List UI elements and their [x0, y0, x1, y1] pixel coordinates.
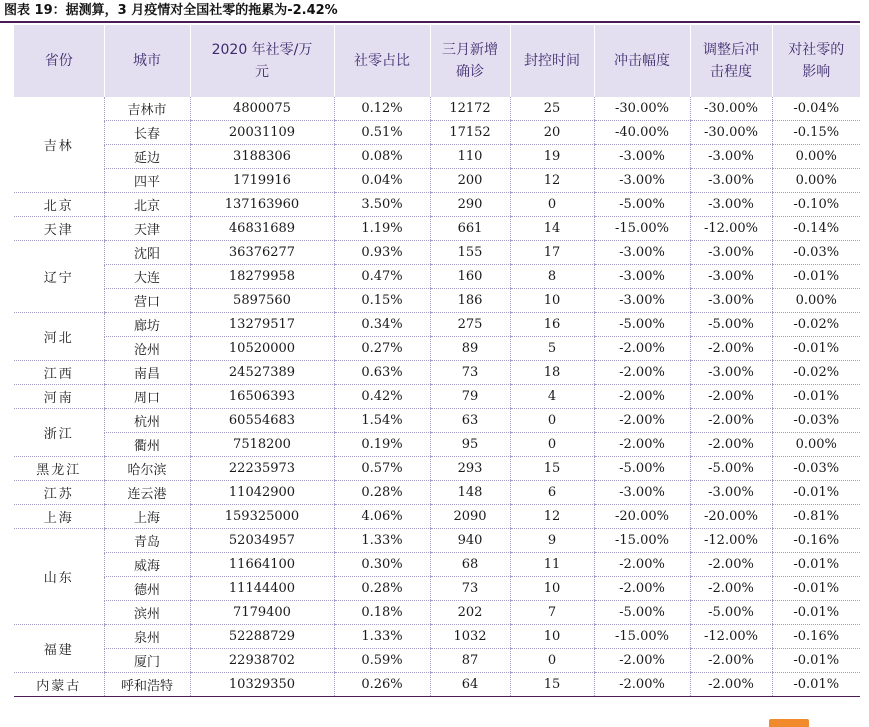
retail-share-cell: 0.57%	[334, 457, 430, 481]
impact-cell: -0.04%	[772, 97, 860, 121]
lockdown-days-cell: 20	[510, 121, 594, 145]
lockdown-days-cell: 9	[510, 529, 594, 553]
new-cases-cell: 73	[430, 577, 510, 601]
table-row	[14, 97, 860, 121]
city-cell: 四平	[104, 169, 190, 193]
impact-cell: -0.14%	[772, 217, 860, 241]
province-cell: 江苏	[14, 481, 104, 505]
province-cell: 吉林	[14, 97, 104, 193]
shock-cell: -15.00%	[594, 529, 690, 553]
new-cases-cell: 155	[430, 241, 510, 265]
impact-cell: -0.01%	[772, 673, 860, 697]
retail-share-cell: 1.19%	[334, 217, 430, 241]
province-cell: 天津	[14, 217, 104, 241]
table-row	[14, 481, 860, 505]
lockdown-days-cell: 19	[510, 145, 594, 169]
new-cases-cell: 63	[430, 409, 510, 433]
adjusted-shock-cell: -5.00%	[690, 601, 772, 625]
lockdown-days-cell: 0	[510, 649, 594, 673]
adjusted-shock-cell: -12.00%	[690, 625, 772, 649]
city-cell: 南昌	[104, 361, 190, 385]
retail-share-cell: 0.34%	[334, 313, 430, 337]
new-cases-cell: 275	[430, 313, 510, 337]
impact-cell: -0.03%	[772, 457, 860, 481]
new-cases-cell: 68	[430, 553, 510, 577]
lockdown-days-cell: 11	[510, 553, 594, 577]
table-row	[14, 265, 860, 289]
city-cell: 威海	[104, 553, 190, 577]
retail-sales-cell: 7179400	[190, 601, 334, 625]
retail-share-cell: 0.28%	[334, 577, 430, 601]
new-cases-cell: 148	[430, 481, 510, 505]
impact-cell: -0.01%	[772, 385, 860, 409]
retail-sales-cell: 159325000	[190, 505, 334, 529]
impact-cell: 0.00%	[772, 289, 860, 313]
impact-cell: -0.10%	[772, 193, 860, 217]
new-cases-cell: 79	[430, 385, 510, 409]
new-cases-cell: 940	[430, 529, 510, 553]
lockdown-days-cell: 0	[510, 409, 594, 433]
retail-share-cell: 1.33%	[334, 625, 430, 649]
col-header-retail-sales-2020: 2020 年社零/万 元	[190, 25, 334, 97]
top-rule	[0, 21, 860, 23]
shock-cell: -3.00%	[594, 265, 690, 289]
table-row	[14, 457, 860, 481]
impact-cell: 0.00%	[772, 145, 860, 169]
impact-cell: -0.15%	[772, 121, 860, 145]
adjusted-shock-cell: -12.00%	[690, 529, 772, 553]
new-cases-cell: 89	[430, 337, 510, 361]
table-body	[14, 97, 860, 697]
retail-sales-cell: 13279517	[190, 313, 334, 337]
new-cases-cell: 95	[430, 433, 510, 457]
retail-share-cell: 0.51%	[334, 121, 430, 145]
retail-share-cell: 0.04%	[334, 169, 430, 193]
impact-cell: -0.01%	[772, 601, 860, 625]
retail-share-cell: 0.93%	[334, 241, 430, 265]
lockdown-days-cell: 8	[510, 265, 594, 289]
city-cell: 大连	[104, 265, 190, 289]
new-cases-cell: 661	[430, 217, 510, 241]
retail-sales-cell: 1719916	[190, 169, 334, 193]
impact-cell: -0.02%	[772, 361, 860, 385]
province-cell: 河南	[14, 385, 104, 409]
lockdown-days-cell: 0	[510, 433, 594, 457]
retail-sales-cell: 7518200	[190, 433, 334, 457]
lockdown-days-cell: 7	[510, 601, 594, 625]
table-row	[14, 145, 860, 169]
city-cell: 厦门	[104, 649, 190, 673]
retail-sales-cell: 24527389	[190, 361, 334, 385]
city-cell: 呼和浩特	[104, 673, 190, 697]
lockdown-days-cell: 10	[510, 625, 594, 649]
retail-sales-cell: 5897560	[190, 289, 334, 313]
impact-cell: -0.16%	[772, 625, 860, 649]
lockdown-days-cell: 12	[510, 169, 594, 193]
retail-sales-cell: 16506393	[190, 385, 334, 409]
new-cases-cell: 87	[430, 649, 510, 673]
impact-cell: -0.01%	[772, 481, 860, 505]
retail-sales-cell: 11664100	[190, 553, 334, 577]
col-header-new-cases-march: 三月新增 确诊	[430, 25, 510, 97]
table-row	[14, 121, 860, 145]
impact-cell: -0.01%	[772, 265, 860, 289]
city-cell: 哈尔滨	[104, 457, 190, 481]
province-cell: 上海	[14, 505, 104, 529]
shock-cell: -3.00%	[594, 289, 690, 313]
shock-cell: -5.00%	[594, 193, 690, 217]
page-corner-tab	[769, 719, 809, 727]
header-row	[14, 25, 860, 97]
impact-cell: -0.01%	[772, 649, 860, 673]
lockdown-days-cell: 12	[510, 505, 594, 529]
retail-sales-cell: 60554683	[190, 409, 334, 433]
lockdown-days-cell: 18	[510, 361, 594, 385]
city-cell: 天津	[104, 217, 190, 241]
province-cell: 河北	[14, 313, 104, 361]
lockdown-days-cell: 14	[510, 217, 594, 241]
col-header-city: 城市	[104, 25, 190, 97]
lockdown-days-cell: 4	[510, 385, 594, 409]
retail-sales-cell: 46831689	[190, 217, 334, 241]
shock-cell: -2.00%	[594, 361, 690, 385]
impact-cell: -0.81%	[772, 505, 860, 529]
province-cell: 浙江	[14, 409, 104, 457]
shock-cell: -2.00%	[594, 385, 690, 409]
impact-cell: -0.03%	[772, 409, 860, 433]
retail-share-cell: 0.12%	[334, 97, 430, 121]
lockdown-days-cell: 0	[510, 193, 594, 217]
city-cell: 滨州	[104, 601, 190, 625]
lockdown-days-cell: 25	[510, 97, 594, 121]
new-cases-cell: 293	[430, 457, 510, 481]
city-cell: 杭州	[104, 409, 190, 433]
shock-cell: -3.00%	[594, 169, 690, 193]
city-cell: 连云港	[104, 481, 190, 505]
lockdown-days-cell: 10	[510, 289, 594, 313]
adjusted-shock-cell: -30.00%	[690, 97, 772, 121]
retail-share-cell: 4.06%	[334, 505, 430, 529]
shock-cell: -3.00%	[594, 145, 690, 169]
retail-sales-cell: 11042900	[190, 481, 334, 505]
retail-sales-cell: 36376277	[190, 241, 334, 265]
retail-sales-cell: 18279958	[190, 265, 334, 289]
col-header-shock-magnitude: 冲击幅度	[594, 25, 690, 97]
province-cell: 福建	[14, 625, 104, 673]
lockdown-days-cell: 10	[510, 577, 594, 601]
shock-cell: -2.00%	[594, 577, 690, 601]
lockdown-days-cell: 6	[510, 481, 594, 505]
adjusted-shock-cell: -12.00%	[690, 217, 772, 241]
adjusted-shock-cell: -2.00%	[690, 673, 772, 697]
shock-cell: -3.00%	[594, 481, 690, 505]
province-cell: 北京	[14, 193, 104, 217]
table-row	[14, 433, 860, 457]
new-cases-cell: 186	[430, 289, 510, 313]
adjusted-shock-cell: -3.00%	[690, 289, 772, 313]
new-cases-cell: 160	[430, 265, 510, 289]
city-cell: 上海	[104, 505, 190, 529]
impact-cell: -0.01%	[772, 553, 860, 577]
retail-share-cell: 0.08%	[334, 145, 430, 169]
table-row	[14, 385, 860, 409]
adjusted-shock-cell: -30.00%	[690, 121, 772, 145]
retail-share-cell: 3.50%	[334, 193, 430, 217]
city-cell: 泉州	[104, 625, 190, 649]
new-cases-cell: 110	[430, 145, 510, 169]
retail-share-cell: 0.15%	[334, 289, 430, 313]
shock-cell: -40.00%	[594, 121, 690, 145]
lockdown-days-cell: 15	[510, 457, 594, 481]
retail-sales-cell: 11144400	[190, 577, 334, 601]
shock-cell: -5.00%	[594, 601, 690, 625]
adjusted-shock-cell: -3.00%	[690, 145, 772, 169]
adjusted-shock-cell: -2.00%	[690, 577, 772, 601]
adjusted-shock-cell: -2.00%	[690, 337, 772, 361]
table-row	[14, 529, 860, 553]
new-cases-cell: 64	[430, 673, 510, 697]
province-cell: 内蒙古	[14, 673, 104, 697]
retail-share-cell: 0.27%	[334, 337, 430, 361]
adjusted-shock-cell: -3.00%	[690, 481, 772, 505]
impact-cell: -0.02%	[772, 313, 860, 337]
adjusted-shock-cell: -5.00%	[690, 313, 772, 337]
shock-cell: -5.00%	[594, 457, 690, 481]
city-cell: 廊坊	[104, 313, 190, 337]
shock-cell: -20.00%	[594, 505, 690, 529]
retail-share-cell: 0.63%	[334, 361, 430, 385]
retail-share-cell: 1.54%	[334, 409, 430, 433]
city-cell: 吉林市	[104, 97, 190, 121]
province-cell: 黑龙江	[14, 457, 104, 481]
new-cases-cell: 202	[430, 601, 510, 625]
shock-cell: -15.00%	[594, 217, 690, 241]
city-cell: 青岛	[104, 529, 190, 553]
table-row	[14, 505, 860, 529]
col-header-province: 省份	[14, 25, 104, 97]
city-cell: 德州	[104, 577, 190, 601]
lockdown-days-cell: 5	[510, 337, 594, 361]
impact-cell: -0.03%	[772, 241, 860, 265]
adjusted-shock-cell: -3.00%	[690, 241, 772, 265]
retail-sales-cell: 10329350	[190, 673, 334, 697]
table-row	[14, 169, 860, 193]
impact-cell: 0.00%	[772, 433, 860, 457]
adjusted-shock-cell: -2.00%	[690, 649, 772, 673]
city-cell: 沈阳	[104, 241, 190, 265]
table-row	[14, 313, 860, 337]
lockdown-days-cell: 16	[510, 313, 594, 337]
new-cases-cell: 2090	[430, 505, 510, 529]
table-row	[14, 361, 860, 385]
retail-sales-cell: 20031109	[190, 121, 334, 145]
retail-sales-cell: 22938702	[190, 649, 334, 673]
retail-sales-cell: 22235973	[190, 457, 334, 481]
table-row	[14, 577, 860, 601]
adjusted-shock-cell: -3.00%	[690, 265, 772, 289]
lockdown-days-cell: 15	[510, 673, 594, 697]
province-cell: 山东	[14, 529, 104, 625]
table-row	[14, 409, 860, 433]
city-cell: 北京	[104, 193, 190, 217]
shock-cell: -2.00%	[594, 649, 690, 673]
new-cases-cell: 1032	[430, 625, 510, 649]
table-row	[14, 649, 860, 673]
adjusted-shock-cell: -2.00%	[690, 433, 772, 457]
impact-cell: -0.16%	[772, 529, 860, 553]
impact-cell: -0.01%	[772, 577, 860, 601]
new-cases-cell: 17152	[430, 121, 510, 145]
figure-caption: 图表 19：据测算，3 月疫情对全国社零的拖累为-2.42%	[4, 3, 338, 18]
adjusted-shock-cell: -3.00%	[690, 169, 772, 193]
new-cases-cell: 12172	[430, 97, 510, 121]
shock-cell: -2.00%	[594, 673, 690, 697]
retail-share-cell: 0.26%	[334, 673, 430, 697]
table-row	[14, 241, 860, 265]
adjusted-shock-cell: -5.00%	[690, 457, 772, 481]
city-cell: 长春	[104, 121, 190, 145]
table-row	[14, 337, 860, 361]
retail-share-cell: 1.33%	[334, 529, 430, 553]
city-cell: 周口	[104, 385, 190, 409]
retail-share-cell: 0.28%	[334, 481, 430, 505]
data-table	[14, 25, 860, 697]
table-row	[14, 289, 860, 313]
shock-cell: -2.00%	[594, 433, 690, 457]
impact-cell: -0.01%	[772, 337, 860, 361]
table-row	[14, 217, 860, 241]
col-header-retail-impact: 对社零的 影响	[772, 25, 860, 97]
retail-sales-cell: 52288729	[190, 625, 334, 649]
retail-share-cell: 0.30%	[334, 553, 430, 577]
adjusted-shock-cell: -2.00%	[690, 385, 772, 409]
col-header-adjusted-shock: 调整后冲 击程度	[690, 25, 772, 97]
new-cases-cell: 200	[430, 169, 510, 193]
retail-sales-cell: 3188306	[190, 145, 334, 169]
adjusted-shock-cell: -3.00%	[690, 361, 772, 385]
shock-cell: -2.00%	[594, 337, 690, 361]
col-header-lockdown-days: 封控时间	[510, 25, 594, 97]
table-row	[14, 601, 860, 625]
city-cell: 延边	[104, 145, 190, 169]
shock-cell: -3.00%	[594, 241, 690, 265]
adjusted-shock-cell: -2.00%	[690, 409, 772, 433]
table-row	[14, 625, 860, 649]
shock-cell: -30.00%	[594, 97, 690, 121]
retail-sales-cell: 10520000	[190, 337, 334, 361]
shock-cell: -15.00%	[594, 625, 690, 649]
new-cases-cell: 290	[430, 193, 510, 217]
city-cell: 营口	[104, 289, 190, 313]
city-cell: 衢州	[104, 433, 190, 457]
retail-sales-cell: 137163960	[190, 193, 334, 217]
adjusted-shock-cell: -3.00%	[690, 193, 772, 217]
col-header-retail-share: 社零占比	[334, 25, 430, 97]
shock-cell: -5.00%	[594, 313, 690, 337]
retail-share-cell: 0.18%	[334, 601, 430, 625]
table-row	[14, 673, 860, 697]
new-cases-cell: 73	[430, 361, 510, 385]
province-cell: 辽宁	[14, 241, 104, 313]
city-cell: 沧州	[104, 337, 190, 361]
province-cell: 江西	[14, 361, 104, 385]
retail-sales-cell: 52034957	[190, 529, 334, 553]
retail-share-cell: 0.19%	[334, 433, 430, 457]
table-row	[14, 553, 860, 577]
adjusted-shock-cell: -20.00%	[690, 505, 772, 529]
retail-share-cell: 0.47%	[334, 265, 430, 289]
shock-cell: -2.00%	[594, 409, 690, 433]
retail-share-cell: 0.42%	[334, 385, 430, 409]
shock-cell: -2.00%	[594, 553, 690, 577]
retail-sales-cell: 4800075	[190, 97, 334, 121]
adjusted-shock-cell: -2.00%	[690, 553, 772, 577]
lockdown-days-cell: 17	[510, 241, 594, 265]
impact-cell: 0.00%	[772, 169, 860, 193]
table-row	[14, 193, 860, 217]
retail-share-cell: 0.59%	[334, 649, 430, 673]
